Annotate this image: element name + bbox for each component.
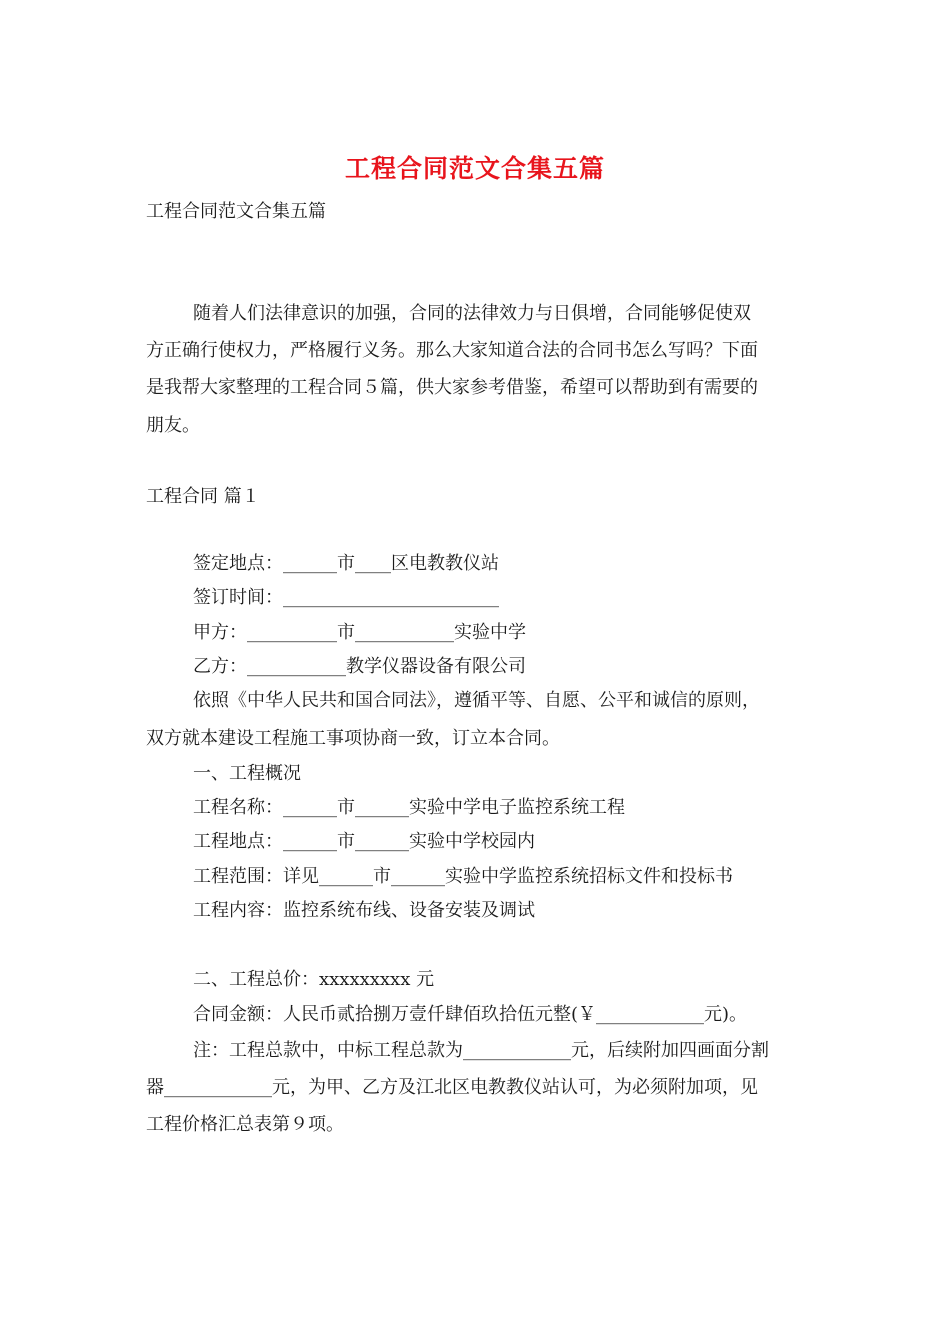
section-heading: 工程合同 篇１	[146, 486, 260, 507]
project-name: 工程名称：______市______实验中学电子监控系统工程	[193, 797, 625, 818]
sign-place: 签定地点：______市____区电教教仪站	[193, 553, 499, 574]
note-line-2: 器____________元，为甲、乙方及江北区电教教仪站认可，为必须附加项，见	[146, 1077, 758, 1098]
section-2-heading: 二、工程总价：xxxxxxxxx 元	[193, 969, 435, 990]
intro-line-1: 随着人们法律意识的加强，合同的法律效力与日俱增，合同能够促使双	[193, 303, 751, 324]
project-content: 工程内容：监控系统布线、设备安装及调试	[193, 900, 535, 921]
contract-amount: 合同金额：人民币贰拾捌万壹仟肆佰玖拾伍元整(￥____________元)。	[193, 1004, 748, 1025]
document-subtitle: 工程合同范文合集五篇	[146, 201, 326, 222]
note-line-1: 注：工程总款中，中标工程总款为____________元，后续附加四画面分割	[193, 1040, 769, 1061]
party-b: 乙方：___________教学仪器设备有限公司	[193, 656, 526, 677]
party-a: 甲方：__________市___________实验中学	[193, 622, 526, 643]
intro-line-4: 朋友。	[146, 415, 200, 436]
intro-line-3: 是我帮大家整理的工程合同５篇，供大家参考借鉴，希望可以帮助到有需要的	[146, 377, 758, 398]
note-line-3: 工程价格汇总表第９项。	[146, 1114, 344, 1135]
intro-line-2: 方正确行使权力，严格履行义务。那么大家知道合法的合同书怎么写吗？下面	[146, 340, 758, 361]
section-1-heading: 一、工程概况	[193, 763, 301, 784]
basis-line-2: 双方就本建设工程施工事项协商一致，订立本合同。	[146, 728, 560, 749]
document-title: 工程合同范文合集五篇	[344, 154, 605, 183]
project-scope: 工程范围：详见______市______实验中学监控系统招标文件和投标书	[193, 866, 733, 887]
sign-time: 签订时间：________________________	[193, 587, 499, 608]
basis-line-1: 依照《中华人民共和国合同法》，遵循平等、自愿、公平和诚信的原则，	[193, 690, 760, 711]
project-location: 工程地点：______市______实验中学校园内	[193, 831, 535, 852]
